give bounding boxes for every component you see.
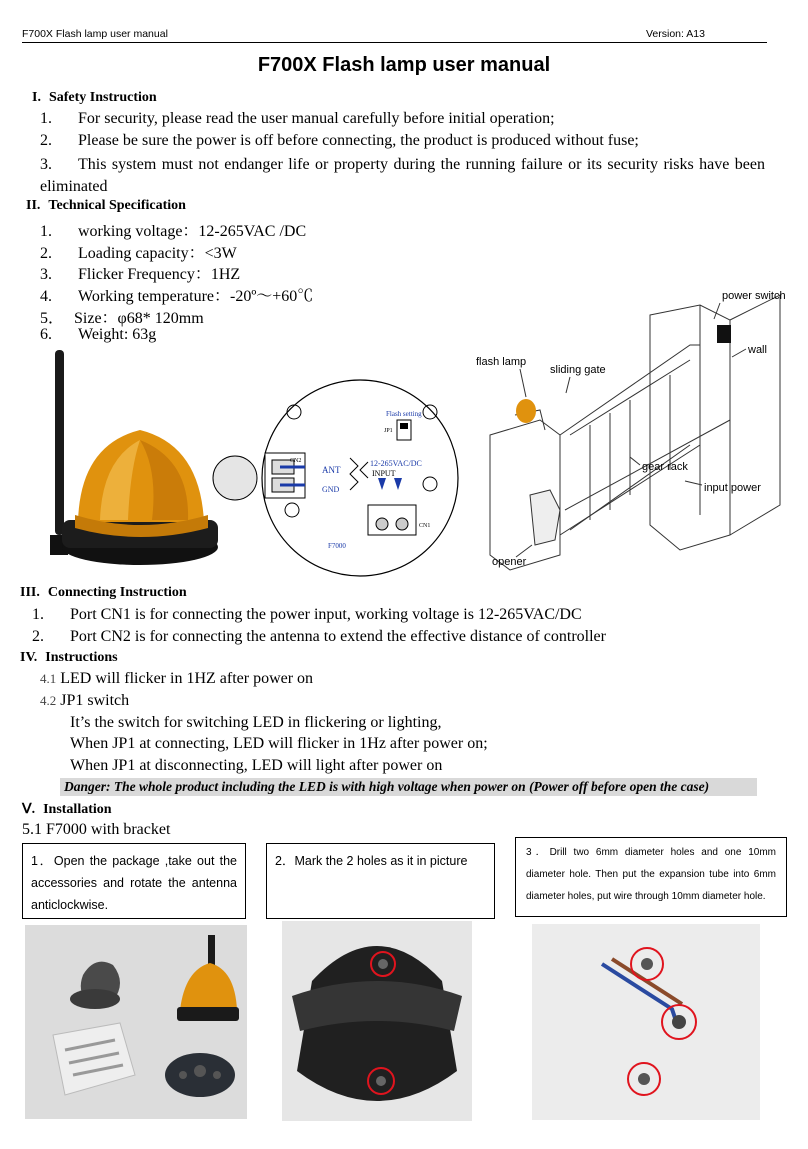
instruction-sub-2: When JP1 at connecting, LED will flicker in 1Hz after power on; — [70, 735, 488, 752]
gnd-label: GND — [322, 485, 340, 494]
input-label: INPUT — [372, 469, 396, 478]
section-tech-heading: II. Technical Specification — [26, 198, 186, 213]
connecting-item-1: 1. Port CN1 is for connecting the power input, working voltage is 12-265VAC/DC — [32, 606, 582, 623]
circuit-board-diagram — [210, 378, 460, 578]
cn2-label: CN2 — [290, 458, 302, 464]
flash-lamp-product-image — [40, 350, 220, 575]
input-power-label: input power — [704, 482, 761, 494]
installation-subheading: 5.1 F7000 with bracket — [22, 821, 171, 838]
section-connecting-heading: III. Connecting Instruction — [20, 585, 187, 600]
tech-item-1: 1. working voltage：12-265VAC /DC — [40, 223, 307, 240]
step-3-box: 3．Drill two 6mm diameter holes and one 10mm diameter hole. Then put the expansion tube into 6mm diameter holes, put wire through 10mm diameter hole. — [515, 837, 787, 917]
tech-item-4: 4. Working temperature：-20º～+60℃ — [40, 288, 314, 305]
jp1-label: JP1 — [384, 428, 393, 434]
tech-item-6: 6. Weight: 63g — [40, 326, 157, 343]
section-installation-heading: Ⅴ. Installation — [22, 802, 112, 817]
flash-setting-label: Flash setting — [386, 410, 422, 418]
accessories-photo — [25, 925, 247, 1119]
drilled-wall-photo — [532, 924, 760, 1120]
instruction-sub-1: It’s the switch for switching LED in flickering or lighting, — [70, 714, 442, 731]
safety-item-1: 1. For security, please read the user manual carefully before initial operation; — [40, 110, 555, 127]
model-label: F7000 — [328, 542, 346, 550]
ant-label: ANT — [322, 465, 341, 475]
section-safety-heading — [32, 90, 157, 106]
bracket-mark-holes-photo — [282, 921, 472, 1121]
flash-lamp-label: flash lamp — [476, 356, 527, 368]
connecting-item-2: 2. Port CN2 is for connecting the antenna to extend the effective distance of controller — [32, 628, 606, 645]
header-doc-title: F700X Flash lamp user manual — [22, 28, 168, 40]
tech-item-3: 3. Flicker Frequency：1HZ — [40, 266, 241, 283]
sliding-gate-label: sliding gate — [550, 364, 606, 376]
sliding-gate-installation-diagram — [470, 285, 790, 575]
cn1-label: CN1 — [419, 523, 431, 529]
section-title: Safety Instruction — [48, 90, 157, 105]
step-2-box: 2．Mark the 2 holes as it in picture — [266, 843, 495, 919]
page-title: F700X Flash lamp user manual — [257, 54, 551, 76]
tech-item-2: 2. Loading capacity：<3W — [40, 245, 237, 262]
opener-label: opener — [492, 556, 527, 568]
instruction-sub-3: When JP1 at disconnecting, LED will light after power on — [70, 757, 443, 774]
power-switch-label: power switch — [722, 290, 786, 302]
safety-item-2: 2. Please be sure the power is off before connecting, the product is produced without fuse; — [40, 132, 639, 149]
voltage-label: 12-265VAC/DC — [370, 459, 422, 468]
header-divider — [22, 42, 767, 43]
wall-label: wall — [748, 344, 767, 356]
header-version: Version: A13 — [646, 28, 705, 40]
instruction-item-1: 4.1 LED will flicker in 1HZ after power on — [40, 670, 314, 687]
gear-rack-label: gear rack — [642, 461, 688, 473]
step-1-box: 1．Open the package ,take out the accessories and rotate the antenna anticlockwise. — [22, 843, 246, 919]
instruction-item-2: 4.2 JP1 switch — [40, 692, 130, 709]
danger-warning: Danger: The whole product including the LED is with high voltage when power on (Power off before open the case) — [60, 778, 757, 796]
section-instructions-heading: IV. Instructions — [20, 650, 118, 665]
section-number: I. — [32, 90, 41, 105]
tech-item-5: 5． Size：φ68* 120mm — [40, 310, 204, 327]
